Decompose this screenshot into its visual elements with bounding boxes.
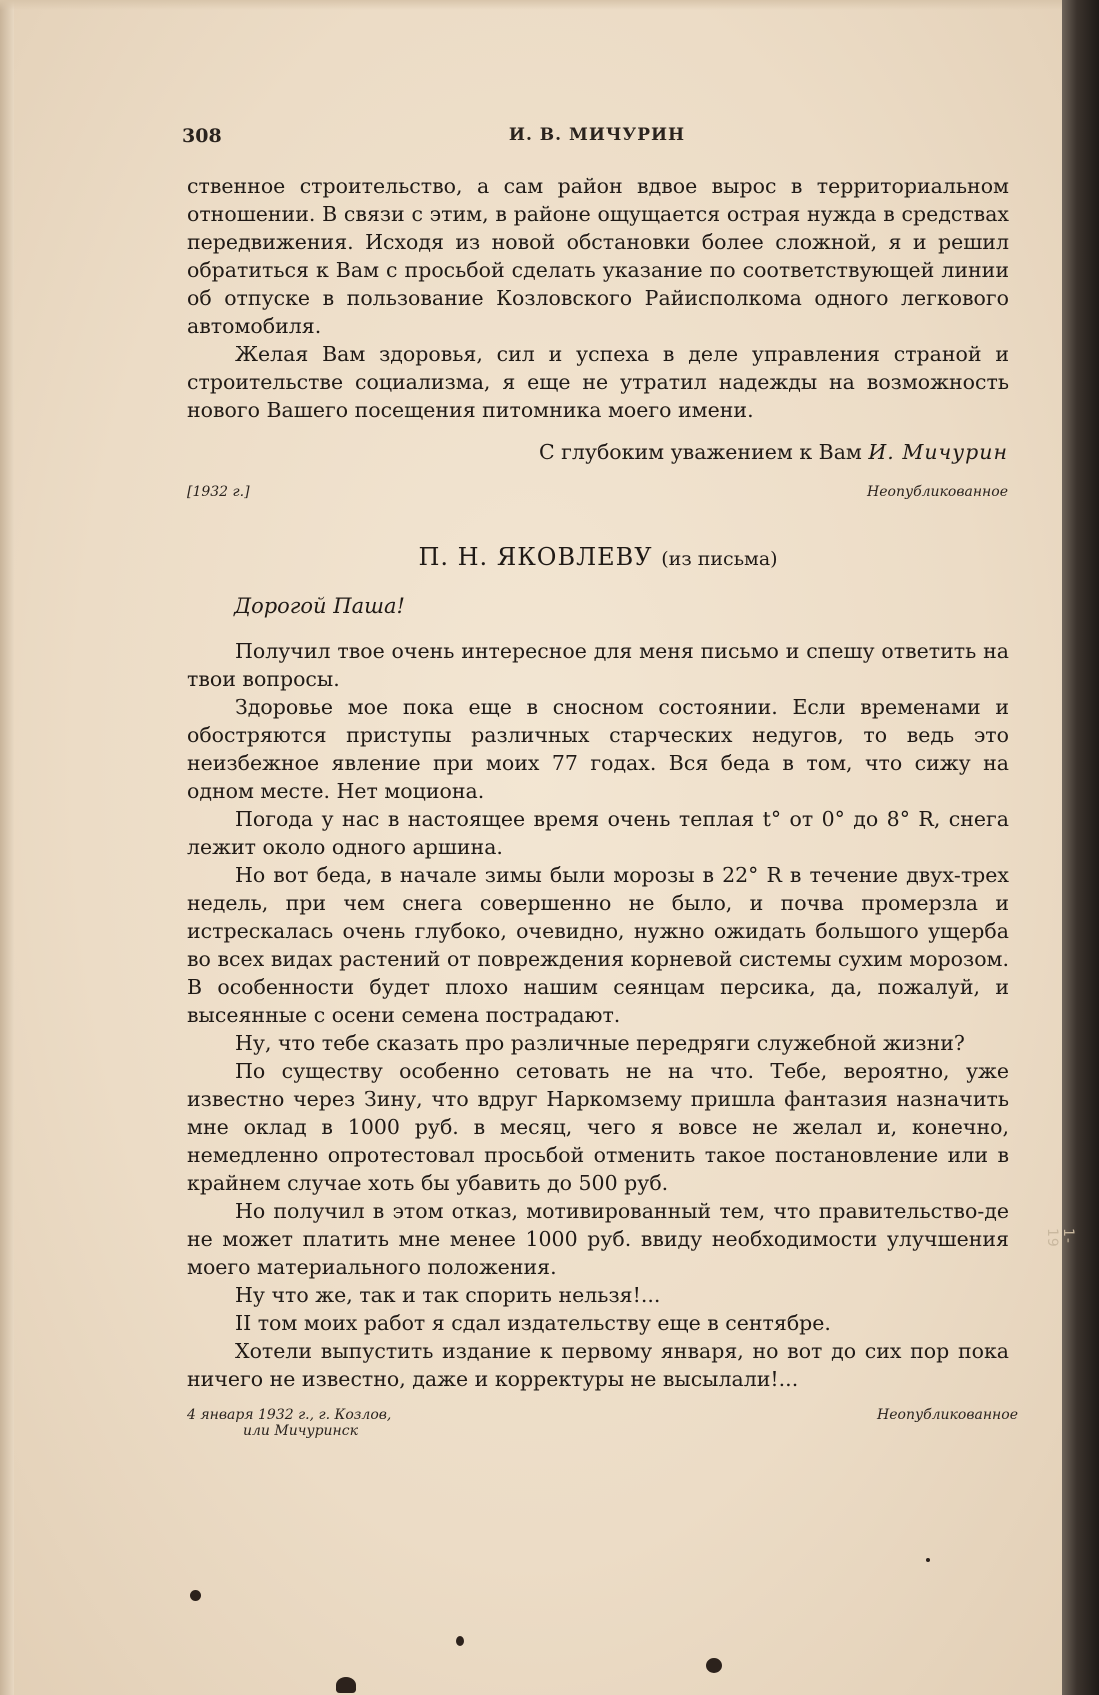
letter2-paragraph: Здоровье мое пока еще в сносном состоянии. Если временами и обостряются приступы различных старческих недугов, то ведь это неизбежное явление при моих 77 годах. Вся беда в том, что сижу на одном месте. Нет моциона. <box>187 695 1009 803</box>
letter2-paragraph: Получил твое очень интересное для меня письмо и спешу ответить на твои вопросы. <box>187 639 1009 691</box>
ink-spot <box>926 1558 930 1562</box>
page-top-shadow <box>0 0 1062 10</box>
letter1-body <box>187 172 1009 424</box>
letter2-paragraph: Но получил в этом отказ, мотивированный тем, что правительство-де не может платить мне менее 1000 руб. ввиду необходимости улучшения моего материального положения. <box>187 1199 1009 1279</box>
letter2-paragraph: По существу особенно сетовать не на что. Тебе, вероятно, уже известно через Зину, что вдруг Наркомзему пришла фантазия назначить мне оклад в 1000 руб. в месяц, чего я вовсе не желал и, конечно, немедленно опротестовал просьбой отменить такое постановление или в крайнем случае хоть бы убавить до 500 руб. <box>187 1059 1009 1195</box>
ink-spot <box>456 1636 464 1646</box>
letter2-paragraph: Но вот беда, в начале зимы были морозы в 22° R в течение двух-трех недель, при чем снега совершенно не было, и почва промерзла и истрескалась очень глубоко, очевидно, нужно ожидать большого ущерба во всех видах растений от повреждения корневой системы сухим морозом. В особенности будет плохо нашим сеянцам персика, да, пожалуй, и высеянные с осени семена пострадают. <box>187 863 1009 1027</box>
letter1-paragraph: ственное строительство, а сам район вдвое вырос в территориальном отношении. В связи с этим, в районе ощущается острая нужда в средствах передвижения. Исходя из новой обстановки более сложной, я и решил обратиться к Вам с просьбой сделать указание по соответствующей линии об отпуске в пользование Козловского Райисполкома одного легкового автомобиля. <box>187 174 1009 338</box>
letter1-paragraph: Желая Вам здоровья, сил и успеха в деле управления страной и строительстве социализма, я еще не утратил надежды на возможность нового Вашего посещения питомника моего имени. <box>187 342 1009 422</box>
letter2-status: Неопубликованное <box>877 1407 1018 1423</box>
margin-signature-mark: 1-19 <box>1044 1228 1076 1248</box>
page-number: 308 <box>182 125 222 147</box>
letter1-status: Неопубликованное <box>867 484 1008 500</box>
letter2-date-line: или Мичуринск <box>243 1423 358 1439</box>
ink-spot <box>336 1677 356 1693</box>
letter2-heading-note: (из письма) <box>661 548 778 570</box>
letter1-signoff <box>539 440 1008 464</box>
letter2-paragraph: Погода у нас в настоящее время очень теплая t° от 0° до 8° R, снега лежит около одного аршина. <box>187 807 1009 859</box>
letter2-salutation: Дорогой Паша! <box>234 594 405 618</box>
letter2-date <box>187 1407 391 1439</box>
letter2-paragraph: II том моих работ я сдал издательству еще в сентябре. <box>235 1311 831 1335</box>
letter2-date-line: 4 января 1932 г., г. Козлов, <box>187 1407 392 1423</box>
letter2-paragraph: Ну что же, так и так спорить нельзя!... <box>235 1283 661 1307</box>
letter2-heading <box>187 543 1009 571</box>
letter2-body <box>187 637 1009 1393</box>
letter1-date: [1932 г.] <box>187 484 250 500</box>
letter2-paragraph: Ну, что тебе сказать про различные передряги служебной жизни? <box>235 1031 965 1055</box>
ink-spot <box>706 1658 722 1673</box>
ink-spot <box>190 1590 201 1601</box>
letter2-paragraph: Хотели выпустить издание к первому января, но вот до сих пор пока ничего не известно, даже и корректуры не высылали!... <box>187 1339 1009 1391</box>
book-binding-edge <box>1062 0 1099 1695</box>
running-head <box>182 125 1012 149</box>
page-gutter-shadow <box>0 0 14 1695</box>
running-title: И. В. МИЧУРИН <box>508 125 686 145</box>
letter1-closing: С глубоким уважением к Вам <box>538 440 862 464</box>
letter1-signature: И. Мичурин <box>868 440 1008 464</box>
letter2-heading-name: П. Н. ЯКОВЛЕВУ <box>418 543 653 571</box>
